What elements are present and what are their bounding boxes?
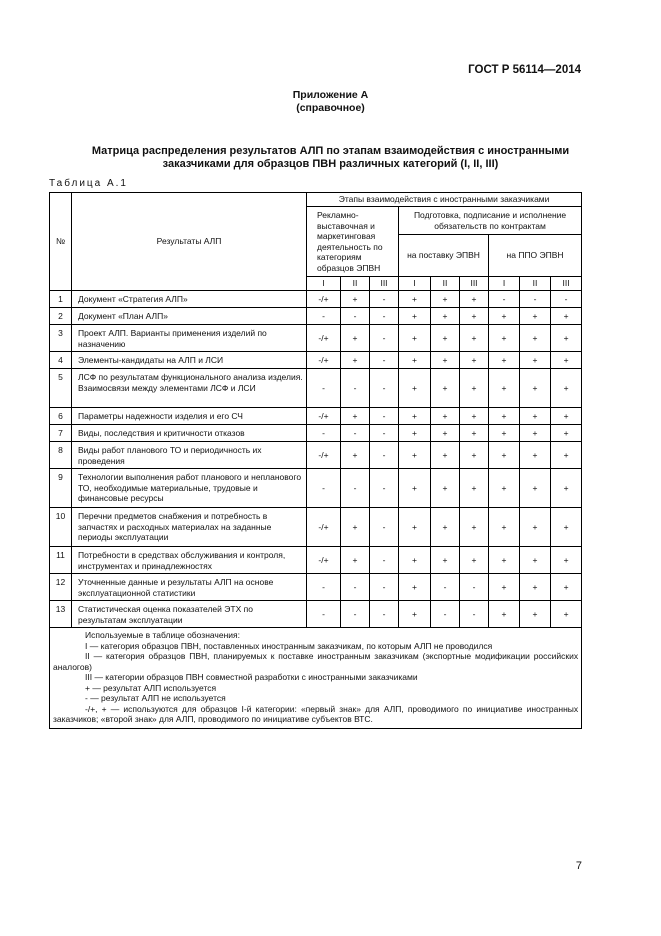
row-number: 13 <box>50 601 72 628</box>
row-value-cell: + <box>399 291 431 308</box>
row-value-cell: + <box>431 547 460 574</box>
row-value-cell: + <box>520 369 551 408</box>
row-value-cell: -/+ <box>307 291 341 308</box>
row-value-cell: + <box>431 308 460 325</box>
row-value-cell: + <box>341 442 370 469</box>
row-value-cell: + <box>489 308 520 325</box>
row-value-cell: - <box>520 291 551 308</box>
row-number: 3 <box>50 325 72 352</box>
results-matrix-table <box>49 192 582 729</box>
table-row <box>50 469 582 508</box>
row-value-cell: - <box>370 425 399 442</box>
row-value-cell: + <box>489 325 520 352</box>
row-value-cell: + <box>520 408 551 425</box>
row-value-cell: + <box>431 425 460 442</box>
category-header-cell: I <box>489 277 520 291</box>
matrix-title-line1: Матрица распределения результатов АЛП по этапам взаимодействия с иностранными <box>91 145 570 157</box>
row-result-label: Потребности в средствах обслуживания и контроля, инструментах и принадлежностях <box>72 547 307 574</box>
row-value-cell: + <box>431 369 460 408</box>
row-value-cell: + <box>520 508 551 547</box>
row-value-cell: + <box>489 442 520 469</box>
row-number: 1 <box>50 291 72 308</box>
table-row <box>50 408 582 425</box>
note-line: - — результат АЛП не используется <box>85 693 226 703</box>
row-value-cell: + <box>399 508 431 547</box>
page-number: 7 <box>575 860 582 872</box>
row-value-cell: + <box>341 352 370 369</box>
table-row <box>50 508 582 547</box>
row-value-cell: + <box>399 325 431 352</box>
row-value-cell: + <box>399 574 431 601</box>
note-line: Используемые в таблице обозначения: <box>85 630 240 640</box>
row-value-cell: + <box>399 308 431 325</box>
row-value-cell: + <box>431 352 460 369</box>
matrix-title-line2: заказчиками для образцов ПВН различных категорий (I, II, III) <box>162 158 499 170</box>
row-value-cell: + <box>489 547 520 574</box>
row-value-cell: + <box>489 369 520 408</box>
row-result-label: Статистическая оценка показателей ЭТХ по результатам эксплуатации <box>72 601 307 628</box>
row-number: 11 <box>50 547 72 574</box>
table-row <box>50 574 582 601</box>
note-line: III — категории образцов ПВН совместной разработки с иностранными заказчиками <box>85 672 418 682</box>
row-value-cell: + <box>520 547 551 574</box>
row-number: 7 <box>50 425 72 442</box>
row-value-cell: - <box>341 369 370 408</box>
header-results: Результаты АЛП <box>72 193 307 291</box>
table-row <box>50 352 582 369</box>
row-result-label: Документ «Стратегия АЛП» <box>72 291 307 308</box>
row-result-label: Проект АЛП. Варианты применения изделий по назначению <box>72 325 307 352</box>
row-value-cell: + <box>489 601 520 628</box>
row-value-cell: - <box>460 601 489 628</box>
header-supply: на поставку ЭПВН <box>399 235 489 277</box>
header-contracts: Подготовка, подписание и исполнение обязательств по контрактам <box>399 207 582 235</box>
table-body <box>50 291 582 628</box>
row-value-cell: + <box>520 574 551 601</box>
row-value-cell: + <box>551 425 582 442</box>
row-value-cell: - <box>370 308 399 325</box>
row-value-cell: - <box>370 291 399 308</box>
row-value-cell: - <box>370 469 399 508</box>
row-value-cell: + <box>520 325 551 352</box>
row-value-cell: -/+ <box>307 442 341 469</box>
row-value-cell: + <box>399 601 431 628</box>
row-value-cell: + <box>489 352 520 369</box>
category-header-cell: II <box>520 277 551 291</box>
row-value-cell: - <box>341 574 370 601</box>
row-value-cell: + <box>551 469 582 508</box>
row-value-cell: + <box>460 425 489 442</box>
row-value-cell: - <box>341 601 370 628</box>
row-value-cell: - <box>431 574 460 601</box>
row-value-cell: + <box>551 508 582 547</box>
row-value-cell: + <box>520 601 551 628</box>
row-value-cell: + <box>551 325 582 352</box>
row-number: 5 <box>50 369 72 408</box>
row-value-cell: + <box>460 325 489 352</box>
row-number: 9 <box>50 469 72 508</box>
row-value-cell: + <box>460 547 489 574</box>
row-value-cell: - <box>551 291 582 308</box>
table-row <box>50 601 582 628</box>
appendix-title: Приложение А <box>292 89 369 101</box>
row-result-label: Перечни предметов снабжения и потребность в запчастях и расходных материалах на заданные периоды эксплуатации <box>72 508 307 547</box>
row-value-cell: + <box>431 408 460 425</box>
row-value-cell: + <box>460 469 489 508</box>
row-value-cell: - <box>341 469 370 508</box>
row-value-cell: -/+ <box>307 352 341 369</box>
row-value-cell: - <box>460 574 489 601</box>
row-value-cell: + <box>341 408 370 425</box>
row-value-cell: + <box>399 425 431 442</box>
row-value-cell: + <box>551 442 582 469</box>
note-line: -/+, + — используются для образцов I-й категории: «первый знак» для АЛП, проводимого по инициативе иностранных заказчиков; «второй знак» для АЛП, проводимого по инициативе субъектов ВТС. <box>53 703 579 724</box>
row-value-cell: - <box>307 308 341 325</box>
row-value-cell: + <box>551 308 582 325</box>
row-value-cell: + <box>489 469 520 508</box>
row-value-cell: + <box>341 508 370 547</box>
row-value-cell: + <box>489 574 520 601</box>
category-header-cell: II <box>341 277 370 291</box>
matrix-title <box>60 145 601 171</box>
row-value-cell: - <box>307 574 341 601</box>
row-value-cell: - <box>341 308 370 325</box>
row-value-cell: + <box>431 325 460 352</box>
appendix-subtitle: (справочное) <box>296 102 365 114</box>
row-result-label: Виды, последствия и критичности отказов <box>72 425 307 442</box>
row-value-cell: + <box>460 291 489 308</box>
row-value-cell: -/+ <box>307 547 341 574</box>
row-value-cell: + <box>431 469 460 508</box>
table-row <box>50 291 582 308</box>
header-stages: Этапы взаимодействия с иностранными заказчиками <box>307 193 582 207</box>
row-value-cell: + <box>460 442 489 469</box>
table-row <box>50 369 582 408</box>
row-number: 8 <box>50 442 72 469</box>
category-header-cell: III <box>370 277 399 291</box>
row-value-cell: - <box>370 408 399 425</box>
table-label: Таблица А.1 <box>49 178 128 189</box>
row-value-cell: + <box>520 469 551 508</box>
row-value-cell: -/+ <box>307 408 341 425</box>
row-value-cell: - <box>370 442 399 469</box>
row-value-cell: + <box>460 408 489 425</box>
row-value-cell: + <box>341 547 370 574</box>
row-value-cell: + <box>431 508 460 547</box>
row-value-cell: - <box>307 469 341 508</box>
row-value-cell: + <box>551 408 582 425</box>
row-value-cell: + <box>341 325 370 352</box>
row-number: 4 <box>50 352 72 369</box>
row-value-cell: - <box>307 425 341 442</box>
header-ppo: на ППО ЭПВН <box>489 235 582 277</box>
header-marketing: Рекламно-выставочная и маркетинговая деятельность по категориям образцов ЭПВН <box>307 207 399 277</box>
category-header-cell: I <box>307 277 341 291</box>
row-value-cell: + <box>551 574 582 601</box>
row-result-label: Виды работ планового ТО и периодичность их проведения <box>72 442 307 469</box>
row-value-cell: + <box>489 408 520 425</box>
row-value-cell: - <box>370 508 399 547</box>
appendix-heading <box>0 89 661 115</box>
row-value-cell: - <box>370 601 399 628</box>
row-value-cell: + <box>520 352 551 369</box>
table-row <box>50 308 582 325</box>
row-value-cell: + <box>520 308 551 325</box>
row-value-cell: + <box>551 547 582 574</box>
row-value-cell: + <box>551 601 582 628</box>
row-value-cell: + <box>399 547 431 574</box>
row-value-cell: + <box>399 469 431 508</box>
row-value-cell: - <box>370 325 399 352</box>
category-header-cell: III <box>551 277 582 291</box>
row-value-cell: + <box>489 508 520 547</box>
row-value-cell: + <box>341 291 370 308</box>
row-value-cell: + <box>399 352 431 369</box>
row-value-cell: - <box>370 574 399 601</box>
row-value-cell: + <box>551 369 582 408</box>
table-row <box>50 442 582 469</box>
row-value-cell: - <box>370 369 399 408</box>
row-value-cell: + <box>399 442 431 469</box>
table-row <box>50 325 582 352</box>
row-result-label: Документ «План АЛП» <box>72 308 307 325</box>
category-header-cell: II <box>431 277 460 291</box>
row-result-label: ЛСФ по результатам функционального анализа изделия. Взаимосвязи между элементами ЛСФ и ЛСИ <box>72 369 307 408</box>
note-line: I — категория образцов ПВН, поставленных иностранным заказчикам, по которым АЛП не проводился <box>85 640 493 651</box>
row-number: 10 <box>50 508 72 547</box>
category-header-cell: I <box>399 277 431 291</box>
row-value-cell: - <box>307 369 341 408</box>
row-number: 12 <box>50 574 72 601</box>
row-value-cell: -/+ <box>307 508 341 547</box>
row-value-cell: + <box>520 442 551 469</box>
row-value-cell: + <box>399 408 431 425</box>
table-notes <box>50 628 582 729</box>
table-row <box>50 547 582 574</box>
row-result-label: Уточненные данные и результаты АЛП на основе эксплуатационной статистики <box>72 574 307 601</box>
row-value-cell: + <box>520 425 551 442</box>
header-number: № <box>50 193 72 291</box>
table-row <box>50 425 582 442</box>
row-value-cell: + <box>460 308 489 325</box>
row-value-cell: - <box>370 547 399 574</box>
row-value-cell: + <box>431 291 460 308</box>
note-line: + — результат АЛП используется <box>85 682 217 693</box>
row-value-cell: + <box>399 369 431 408</box>
row-value-cell: - <box>341 425 370 442</box>
row-value-cell: -/+ <box>307 325 341 352</box>
row-value-cell: + <box>489 425 520 442</box>
row-value-cell: + <box>460 508 489 547</box>
row-value-cell: + <box>460 369 489 408</box>
row-value-cell: + <box>460 352 489 369</box>
row-number: 2 <box>50 308 72 325</box>
row-value-cell: + <box>431 442 460 469</box>
row-value-cell: - <box>307 601 341 628</box>
row-value-cell: - <box>431 601 460 628</box>
category-header-cell: III <box>460 277 489 291</box>
row-result-label: Параметры надежности изделия и его СЧ <box>72 408 307 425</box>
row-value-cell: + <box>551 352 582 369</box>
row-value-cell: - <box>370 352 399 369</box>
note-line: II — категория образцов ПВН, планируемых к поставке иностранным заказчикам (экспортные модификации российских аналогов) <box>53 651 579 672</box>
row-value-cell: - <box>489 291 520 308</box>
row-result-label: Элементы-кандидаты на АЛП и ЛСИ <box>72 352 307 369</box>
row-result-label: Технологии выполнения работ планового и непланового ТО, необходимые материальные, трудовые и финансовые ресурсы <box>72 469 307 508</box>
document-id: ГОСТ Р 56114—2014 <box>468 64 581 76</box>
row-number: 6 <box>50 408 72 425</box>
